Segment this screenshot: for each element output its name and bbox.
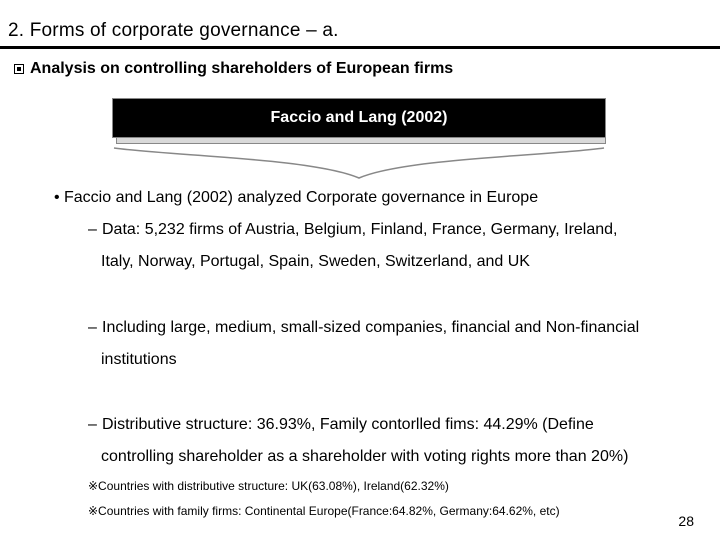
brace-icon bbox=[112, 142, 606, 184]
sub-line-1: Distributive structure: 36.93%, Family contorlled fims: 44.29% (Define bbox=[102, 416, 594, 433]
sub-bullet-structure bbox=[88, 409, 628, 473]
slide-title: 2. Forms of corporate governance – a. bbox=[8, 20, 339, 41]
sub-line-1: Including large, medium, small-sized companies, financial and Non-financial bbox=[102, 319, 640, 336]
dash-marker: – bbox=[88, 416, 97, 433]
title-rule bbox=[0, 46, 720, 49]
sub-line-1: Data: 5,232 firms of Austria, Belgium, Finland, France, Germany, Ireland, bbox=[102, 221, 618, 238]
main-bullet-text: Faccio and Lang (2002) analyzed Corporate governance in Europe bbox=[64, 189, 539, 206]
sub-line-2: controlling shareholder as a shareholder with voting rights more than 20%) bbox=[101, 448, 629, 465]
sub-line-2: Italy, Norway, Portugal, Spain, Sweden, Switzerland, and UK bbox=[101, 253, 530, 270]
banner bbox=[112, 98, 606, 184]
dash-marker: – bbox=[88, 221, 97, 238]
square-bullet-icon bbox=[14, 64, 24, 74]
dash-marker: – bbox=[88, 319, 97, 336]
sub-bullet-companies bbox=[88, 312, 639, 376]
subtitle-text: Analysis on controlling shareholders of European firms bbox=[30, 60, 454, 77]
subtitle bbox=[14, 60, 453, 78]
note-distributive: ※Countries with distributive structure: UK(63.08%), Ireland(62.32%) bbox=[88, 479, 449, 493]
bullet-dot: • bbox=[54, 189, 60, 206]
note-family: ※Countries with family firms: Continental Europe(France:64.82%, Germany:64.62%, etc) bbox=[88, 504, 560, 518]
page-number: 28 bbox=[678, 513, 694, 529]
sub-line-2: institutions bbox=[101, 351, 177, 368]
sub-bullet-data bbox=[88, 214, 617, 278]
banner-box: Faccio and Lang (2002) bbox=[112, 98, 606, 138]
main-bullet bbox=[54, 189, 538, 207]
